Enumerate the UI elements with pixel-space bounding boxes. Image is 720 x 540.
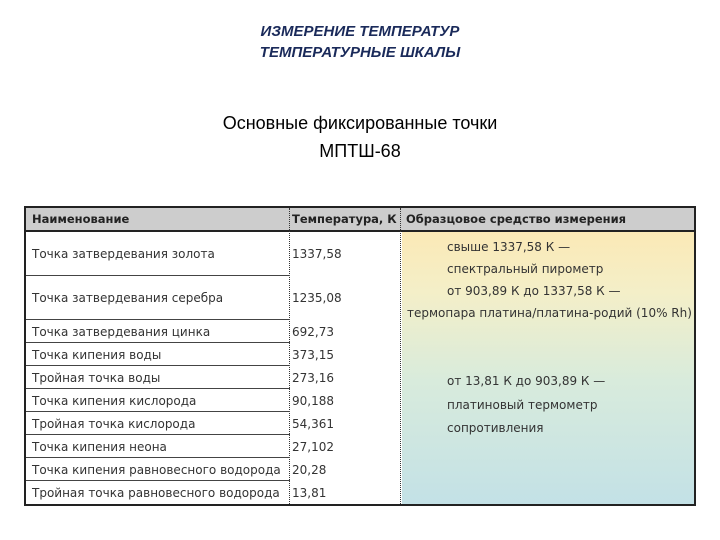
table-row-name: Точка затвердевания цинка xyxy=(32,324,211,339)
table-row-temp: 373,15 xyxy=(292,347,334,362)
instrument-text-1: свыше 1337,58 К — xyxy=(447,240,571,254)
header-name: Наименование xyxy=(32,212,130,226)
fixed-points-table xyxy=(24,206,696,506)
table-row-temp: 273,16 xyxy=(292,370,334,385)
instrument-text-5: от 13,81 К до 903,89 К — xyxy=(447,374,606,388)
table-row-name: Точка кипения равновесного водорода xyxy=(32,462,281,477)
table-row-temp: 54,361 xyxy=(292,416,334,431)
table-row-name: Тройная точка равновесного водорода xyxy=(32,485,280,500)
header-instrument: Образцовое средство измерения xyxy=(406,212,627,226)
table-row-temp: 90,188 xyxy=(292,393,334,408)
table-row-name: Точка кипения неона xyxy=(32,439,167,454)
table-row-temp: 1235,08 xyxy=(292,291,342,305)
header-temp: Температура, К xyxy=(292,212,397,226)
column-divider-1 xyxy=(289,208,290,504)
table-header xyxy=(26,208,694,232)
table-row-name: Точка кипения кислорода xyxy=(32,393,197,408)
table-row-name: Точка затвердевания золота xyxy=(32,247,215,261)
instrument-text-3: от 903,89 К до 1337,58 К — xyxy=(447,284,621,298)
table-row-temp: 1337,58 xyxy=(292,247,342,261)
table-row-temp: 27,102 xyxy=(292,439,334,454)
column-divider-2 xyxy=(400,208,401,504)
instrument-text-4: термопара платина/платина-родий (10% Rh) xyxy=(407,306,692,320)
instrument-text-2: спектральный пирометр xyxy=(447,262,604,276)
title-line-1: ИЗМЕРЕНИЕ ТЕМПЕРАТУР xyxy=(260,23,460,40)
table-row-temp: 13,81 xyxy=(292,485,327,500)
table-row-temp: 692,73 xyxy=(292,324,334,339)
table-row-name: Тройная точка воды xyxy=(32,370,161,385)
instrument-text-7: сопротивления xyxy=(447,421,544,435)
table-row-name: Тройная точка кислорода xyxy=(32,416,196,431)
table-row-temp: 20,28 xyxy=(292,462,327,477)
instrument-text-6: платиновый термометр xyxy=(447,398,598,412)
table-row-name: Точка затвердевания серебра xyxy=(32,291,224,305)
subtitle-line-2: МПТШ-68 xyxy=(319,141,401,161)
table-row-name: Точка кипения воды xyxy=(32,347,162,362)
title-line-2: ТЕМПЕРАТУРНЫЕ ШКАЛЫ xyxy=(259,44,461,61)
subtitle-line-1: Основные фиксированные точки xyxy=(222,113,498,133)
